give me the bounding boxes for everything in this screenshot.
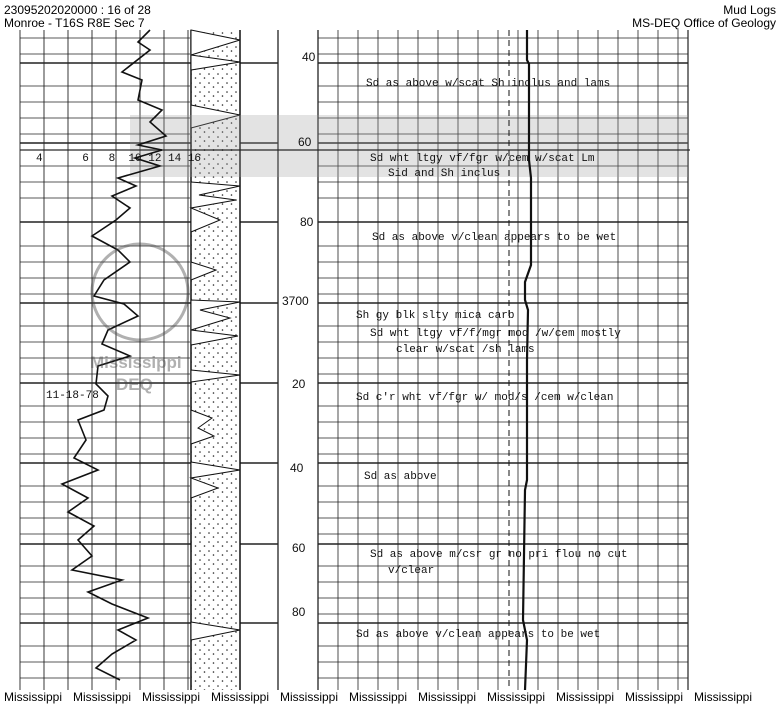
description-line: clear w/scat /sh lams <box>396 344 535 356</box>
description-line: Sd wht ltgy vf/fgr w/cem w/scat Lm <box>370 153 595 165</box>
description-line: Sd as above <box>364 471 437 483</box>
footer-label: Mississippi <box>487 690 546 704</box>
footer-label: Mississippi <box>280 690 339 704</box>
footer-label: Mississippi <box>211 690 270 704</box>
log-date: 11-18-78 <box>46 390 99 402</box>
footer-label: Mississippi <box>4 690 63 704</box>
watermark-text: Mississippi <box>90 353 182 372</box>
depth-label: 20 <box>292 377 306 391</box>
watermark <box>90 244 188 394</box>
description-line: Sd as above w/scat Sh inclus and lams <box>366 78 611 90</box>
footer-label: Mississippi <box>694 690 753 704</box>
footer-label: Mississippi <box>556 690 615 704</box>
depth-label: 60 <box>292 541 306 555</box>
depth-label: 3700 <box>282 294 309 308</box>
description-line: Sh gy blk slty mica carb <box>356 310 515 322</box>
depth-label: 80 <box>300 215 314 229</box>
agency-label: MS-DEQ Office of Geology <box>632 16 776 30</box>
lithology-descriptions <box>356 78 627 641</box>
description-line: Sd as above v/clean appears to be wet <box>356 629 601 641</box>
depth-label: 60 <box>298 135 312 149</box>
footer-label: Mississippi <box>73 690 132 704</box>
depth-label: 40 <box>302 50 316 64</box>
description-line: Sd as above v/clean appears to be wet <box>372 232 617 244</box>
description-line: v/clear <box>388 565 435 577</box>
footer-label: Mississippi <box>142 690 201 704</box>
footer-label: Mississippi <box>625 690 684 704</box>
curve-scale-numbers: 4 6 8 10 12 14 16 <box>36 153 202 165</box>
footer-label: Mississippi <box>418 690 477 704</box>
watermark-sub: DEQ <box>116 375 153 394</box>
description-line: Sd as above m/csr gr no pri flou no cut <box>370 549 628 561</box>
description-line: Sd wht ltgy vf/f/mgr mod /w/cem mostly <box>370 328 621 340</box>
depth-label: 80 <box>292 605 306 619</box>
description-line: Sid and Sh inclus <box>388 168 501 180</box>
footer-strip <box>0 690 780 705</box>
depth-label: 40 <box>290 461 304 475</box>
description-line: Sd c'r wht vf/fgr w/ mod/s /cem w/clean <box>356 392 614 404</box>
footer-label: Mississippi <box>349 690 408 704</box>
location-label: Monroe - T16S R8E Sec 7 <box>4 16 145 30</box>
document-id: 23095202020000 : 16 of 28 <box>4 3 151 17</box>
log-type-label: Mud Logs <box>723 3 776 17</box>
